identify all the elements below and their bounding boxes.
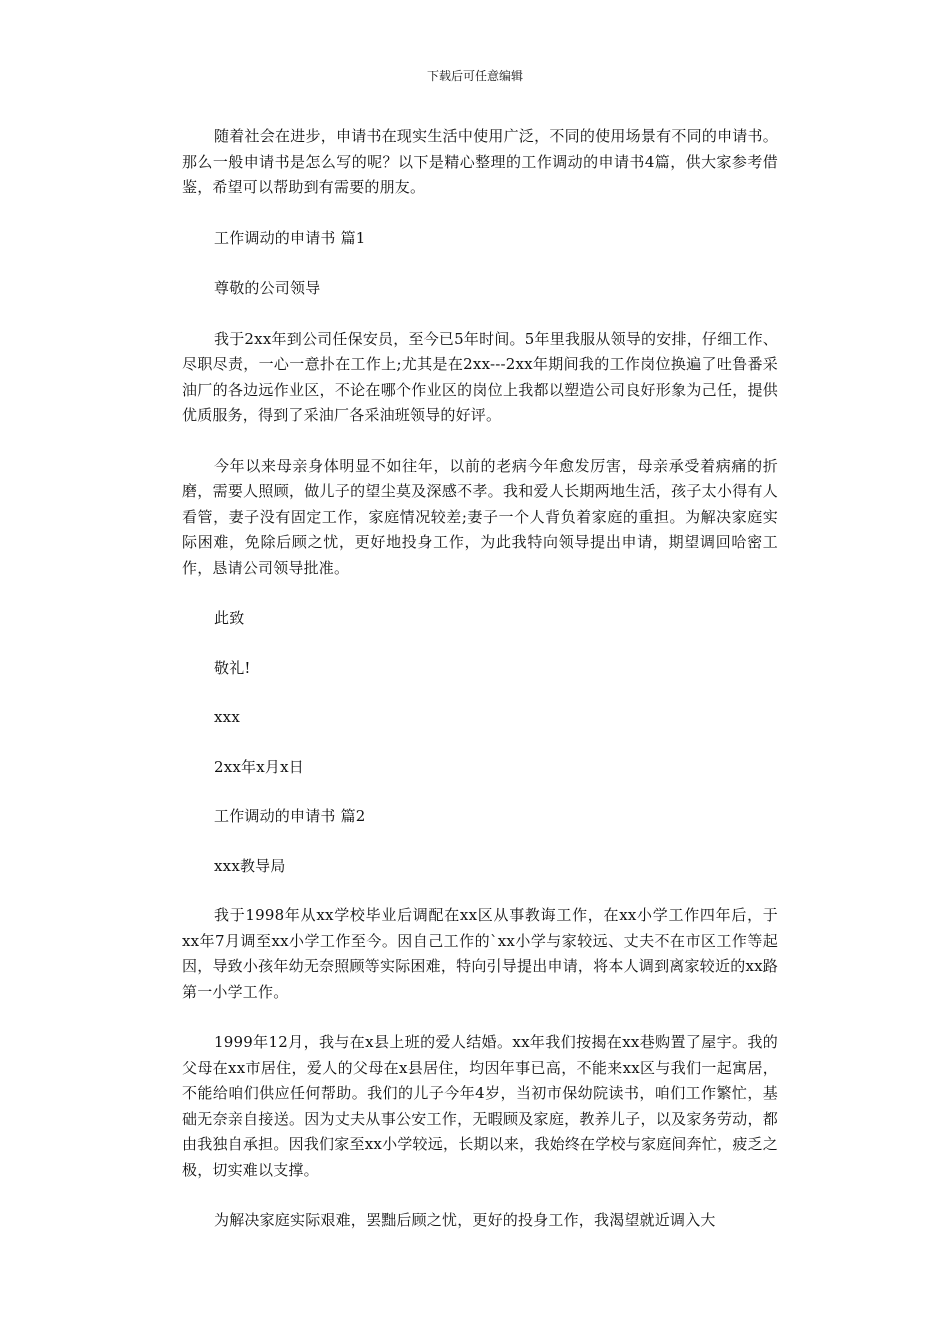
salutation-1: 尊敬的公司领导 xyxy=(214,279,321,297)
body-paragraph: 我于2xx年到公司任保安员，至今已5年时间。5年里我服从领导的安排，仔细工作、尽职尽责，一心一意扑在工作上;尤其是在2xx---2xx年期间我的工作岗位换遍了吐鲁番采油厂的各边远作业区，不论在哪个作业区的岗位上我都以塑造公司良好形象为己任，提供优质服务，得到了采油厂各采油班领导的好评。 xyxy=(182,329,778,424)
signature-date: 2xx年x月x日 xyxy=(214,757,304,776)
document-body xyxy=(182,124,778,1234)
closing-line: 此致 xyxy=(214,609,245,627)
salutation-2: xxx教导局 xyxy=(214,856,286,875)
body-paragraph: 为解决家庭实际艰难，罢黜后顾之忧，更好的投身工作，我渴望就近调入大 xyxy=(214,1211,716,1229)
page-header: 下载后可任意编辑 xyxy=(426,69,523,83)
closing-regards: 敬礼! xyxy=(214,658,251,677)
intro-paragraph: 随着社会在进步，申请书在现实生活中使用广泛，不同的使用场景有不同的申请书。那么一般申请书是怎么写的呢？以下是精心整理的工作调动的申请书4篇，供大家参考借鉴，希望可以帮助到有需要的朋友。 xyxy=(182,127,778,196)
body-paragraph: 1999年12月，我与在x县上班的爱人结婚。xx年我们按揭在xx巷购置了屋宇。我的父母在xx市居住，爱人的父母在x县居住，均因年事已高，不能来xx区与我们一起寓居，不能给咱们供应任何帮助。我们的儿子今年4岁，当初市保幼院读书，咱们工作繁忙，基础无奈亲自接送。因为丈夫从事公安工作，无暇顾及家庭，教养儿子，以及家务劳动，都由我独自承担。因我们家至xx小学较远，长期以来，我始终在学校与家庭间奔忙，疲乏之极，切实难以支撑。 xyxy=(182,1033,778,1179)
body-paragraph: 我于1998年从xx学校毕业后调配在xx区从事教诲工作，在xx小学工作四年后，于xx年7月调至xx小学工作至今。因自己工作的`xx小学与家较远、丈夫不在市区工作等起因，导致小孩年幼无奈照顾等实际困难，特向引导提出申请，将本人调到离家较近的xx路第一小学工作。 xyxy=(182,906,778,1001)
section-title-1: 工作调动的申请书 篇1 xyxy=(214,228,366,247)
signature-name: xxx xyxy=(214,708,240,726)
body-paragraph: 今年以来母亲身体明显不如往年，以前的老病今年愈发厉害，母亲承受着病痛的折磨，需要人照顾，做儿子的望尘莫及深感不孝。我和爱人长期两地生活，孩子太小得有人看管，妻子没有固定工作，家庭情况较差;妻子一个人背负着家庭的重担。为解决家庭实际困难，免除后顾之忧，更好地投身工作，为此我特向领导提出申请，期望调回哈密工作，恳请公司领导批准。 xyxy=(182,456,778,577)
section-title-2: 工作调动的申请书 篇2 xyxy=(214,807,366,825)
